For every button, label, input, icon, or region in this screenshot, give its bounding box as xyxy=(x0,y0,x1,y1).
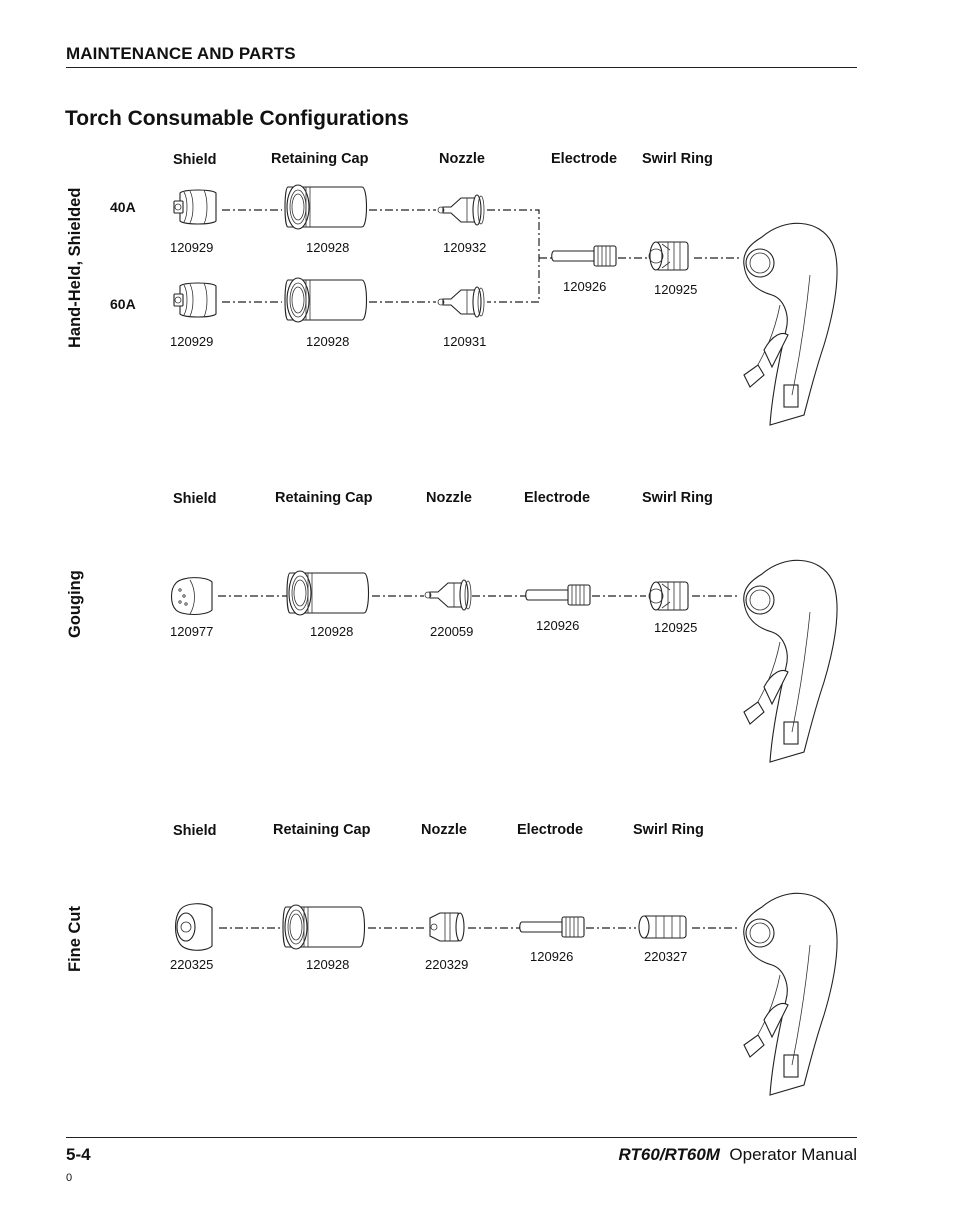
part-number: 120928 xyxy=(306,334,350,349)
product-name: RT60/RT60M xyxy=(618,1145,720,1164)
col-electrode: Electrode xyxy=(551,151,618,167)
section-label-gouging: Gouging xyxy=(66,570,84,638)
section-label-fine-cut: Fine Cut xyxy=(66,906,84,972)
section-header: MAINTENANCE AND PARTS xyxy=(66,44,296,63)
col-retaining-cap: Retaining Cap xyxy=(273,822,371,838)
footer-rule xyxy=(66,1137,857,1138)
part-number: 120929 xyxy=(170,334,214,349)
part-number: 120925 xyxy=(654,620,698,635)
col-shield: Shield xyxy=(173,491,217,507)
part-number: 120928 xyxy=(306,240,350,255)
col-electrode: Electrode xyxy=(524,490,591,506)
part-number: 120928 xyxy=(310,624,354,639)
page-number: 5-4 xyxy=(66,1145,91,1164)
part-number: 120932 xyxy=(443,240,487,255)
col-nozzle: Nozzle xyxy=(439,151,485,167)
col-electrode: Electrode xyxy=(517,822,584,838)
page-title: Torch Consumable Configurations xyxy=(65,107,409,130)
col-retaining-cap: Retaining Cap xyxy=(275,490,373,506)
part-number: 220327 xyxy=(644,949,688,964)
part-number: 120926 xyxy=(536,618,580,633)
part-number: 120929 xyxy=(170,240,214,255)
col-swirl-ring: Swirl Ring xyxy=(642,151,713,167)
col-nozzle: Nozzle xyxy=(421,822,467,838)
revision-number: 0 xyxy=(66,1172,73,1184)
manual-title xyxy=(619,1145,857,1165)
amperage-60a: 60A xyxy=(110,296,136,312)
part-number: 120977 xyxy=(170,624,214,639)
col-shield: Shield xyxy=(173,823,217,839)
part-number: 120928 xyxy=(306,957,350,972)
part-number: 120926 xyxy=(530,949,574,964)
col-retaining-cap: Retaining Cap xyxy=(271,151,369,167)
section-label-handheld: Hand-Held, Shielded xyxy=(66,187,84,348)
col-swirl-ring: Swirl Ring xyxy=(633,822,704,838)
part-number: 120925 xyxy=(654,282,698,297)
part-number: 220325 xyxy=(170,957,214,972)
part-number: 120926 xyxy=(563,279,607,294)
col-nozzle: Nozzle xyxy=(426,490,472,506)
part-number: 120931 xyxy=(443,334,487,349)
part-number: 220059 xyxy=(430,624,474,639)
col-shield: Shield xyxy=(173,152,217,168)
manual-name: Operator Manual xyxy=(729,1145,857,1164)
col-swirl-ring: Swirl Ring xyxy=(642,490,713,506)
part-number: 220329 xyxy=(425,957,469,972)
amperage-40a: 40A xyxy=(110,199,136,215)
